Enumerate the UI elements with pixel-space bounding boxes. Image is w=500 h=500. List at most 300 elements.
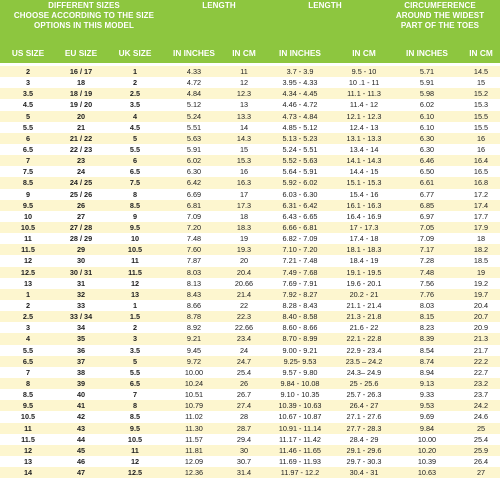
cell-range-cm: 21.6 - 22 [349,323,379,333]
cell-range-inches: 5.52 - 5.63 [282,156,318,166]
cell-uk-size: 12.5 [127,468,143,478]
cell-uk-size: 6.5 [129,378,141,388]
cell-eu-size: 44 [76,434,86,444]
cell-length-cm: 15 [239,144,249,154]
cell-us-size: 13 [23,278,33,288]
cell-uk-size: 5.5 [129,367,141,377]
cell-length-inches: 6.69 [186,189,202,199]
table-row [0,255,500,266]
cell-range-inches: 6.66 - 6.81 [282,222,318,232]
table-row [0,356,500,367]
table-row [0,389,500,400]
table-row [0,445,500,456]
cell-uk-size: 5 [132,133,138,143]
table-row [0,278,500,289]
cell-range-cm: 22.1 - 22.8 [346,334,382,344]
cell-circ-cm: 20.9 [473,323,489,333]
cell-eu-size: 37 [76,356,86,366]
cell-range-inches: 5.64 - 5.91 [282,167,318,177]
cell-length-cm: 24 [239,345,249,355]
cell-range-cm: 18.4 - 19 [349,256,379,266]
col-circ-inches: IN INCHES [406,47,448,58]
cell-eu-size: 20 [76,111,86,121]
cell-circ-inches: 6.46 [419,156,435,166]
table-row [0,322,500,333]
cell-circ-cm: 17.2 [473,189,489,199]
table-row [0,233,500,244]
cell-uk-size: 8 [132,401,138,411]
cell-eu-size: 46 [76,456,86,466]
table-row [0,189,500,200]
cell-range-inches: 9.10 - 10.35 [280,390,320,400]
cell-range-inches: 7.21 - 7.48 [282,256,318,266]
cell-circ-cm: 24.6 [473,412,489,422]
cell-range-cm: 27.1 - 27.6 [346,412,382,422]
cell-range-cm: 16.1 - 16.3 [346,200,382,210]
cell-uk-size: 9.5 [129,423,141,433]
cell-eu-size: 33 [76,300,86,310]
cell-us-size: 6.5 [22,144,34,154]
cell-eu-size: 36 [76,345,86,355]
cell-range-cm: 11.4 - 12 [349,100,379,110]
cell-uk-size: 8.5 [129,412,141,422]
cell-us-size: 11.5 [21,245,35,255]
cell-circ-inches: 5.91 [419,78,435,88]
cell-eu-size: 21 / 22 [69,133,93,143]
cell-length-inches: 7.09 [186,211,202,221]
col-circ-cm: IN CM [469,47,493,58]
cell-us-size: 10.5 [20,222,36,232]
cell-circ-inches: 9.84 [419,423,435,433]
cell-uk-size: 9.5 [129,222,141,232]
cell-length-cm: 27.4 [236,401,252,411]
cell-range-inches: 4.73 - 4.84 [282,111,318,121]
table-row [0,77,500,88]
cell-eu-size: 21 [76,122,86,132]
cell-range-inches: 7.10 - 7.20 [282,245,318,255]
cell-us-size: 13 [23,456,33,466]
cell-range-inches: 3.95 - 4.33 [282,78,318,88]
cell-us-size: 9.5 [22,200,34,210]
cell-us-size: 5.5 [22,345,34,355]
table-row [0,99,500,110]
cell-us-size: 5 [25,111,31,121]
cell-length-cm: 31.4 [236,468,252,478]
cell-length-cm: 17 [239,189,249,199]
cell-range-cm: 21.3 - 21.8 [346,312,382,322]
cell-length-inches: 7.87 [186,256,202,266]
cell-length-inches: 12.36 [184,468,204,478]
cell-uk-size: 2 [132,323,138,333]
col-eu-size: EU SIZE [64,47,98,58]
cell-range-inches: 7.69 - 7.91 [282,278,318,288]
table-row [0,267,500,278]
cell-circ-cm: 15.2 [473,89,489,99]
cell-us-size: 4.5 [22,100,34,110]
cell-range-inches: 4.46 - 4.72 [282,100,318,110]
cell-us-size: 10.5 [20,412,36,422]
cell-eu-size: 27 [76,211,86,221]
cell-range-cm: 9.5 - 10 [351,67,377,76]
cell-length-inches: 11.02 [185,412,203,422]
cell-circ-cm: 25.9 [473,445,489,455]
cell-range-cm: 12.4 - 13 [349,122,379,132]
cell-length-inches: 8.78 [186,312,202,322]
cell-range-inches: 11.46 - 11.65 [279,445,321,455]
table-row [0,200,500,211]
cell-range-inches: 4.85 - 5.12 [282,122,318,132]
cell-uk-size: 8.5 [129,200,141,210]
cell-range-inches: 5.92 - 6.02 [282,178,318,188]
table-row [0,211,500,222]
cell-circ-inches: 7.05 [419,222,435,232]
cell-circ-inches: 9.69 [419,412,435,422]
cell-us-size: 12.5 [20,267,36,277]
cell-circ-inches: 6.97 [419,211,435,221]
cell-length-cm: 13 [239,100,249,110]
cell-length-cm: 20.66 [234,278,254,288]
table-row [0,345,500,356]
group-circ-line-2: AROUND THE WIDEST [395,11,485,20]
cell-length-cm: 22 [239,300,249,310]
cell-circ-inches: 6.85 [419,200,435,210]
cell-circ-cm: 26.4 [473,456,489,466]
cell-range-cm: 29.7 - 30.3 [346,456,382,466]
cell-uk-size: 1 [132,300,138,310]
cell-range-cm: 15.4 - 16 [349,189,379,199]
cell-circ-inches: 8.39 [419,334,435,344]
cell-range-cm: 24.3– 24.9 [346,367,382,377]
cell-length-inches: 9.45 [186,345,202,355]
cell-uk-size: 1.5 [129,312,141,322]
cell-circ-inches: 10.63 [417,468,437,478]
group-circ-line-3: PART OF THE TOES [400,21,480,30]
cell-circ-cm: 21.7 [473,345,489,355]
cell-circ-cm: 25 [476,423,486,433]
cell-eu-size: 32 [76,289,86,299]
cell-circ-cm: 18 [476,234,486,244]
cell-range-cm: 28.4 - 29 [349,434,379,444]
cell-circ-inches: 6.10 [419,122,435,132]
cell-uk-size: 10 [130,234,140,244]
cell-circ-cm: 18.5 [473,256,489,266]
cell-circ-cm: 15.3 [473,100,489,110]
cell-us-size: 11.5 [21,434,35,444]
cell-length-cm: 29.4 [236,434,252,444]
table-row [0,155,500,166]
cell-circ-inches: 10.00 [417,434,437,444]
cell-length-cm: 12.3 [236,89,252,99]
column-header-row [0,42,500,63]
table-row [0,411,500,422]
cell-circ-cm: 17.9 [473,222,489,232]
cell-length-cm: 24.7 [236,356,252,366]
cell-length-cm: 26 [239,378,249,388]
cell-circ-cm: 20.4 [473,300,489,310]
cell-length-inches: 6.81 [186,200,202,210]
cell-range-cm: 25.7 - 26.3 [346,390,382,400]
cell-length-inches: 6.02 [186,156,202,166]
cell-circ-inches: 6.10 [419,111,435,121]
cell-range-cm: 21.1 - 21.4 [346,300,382,310]
cell-circ-inches: 6.30 [419,133,435,143]
cell-length-inches: 4.84 [186,89,202,99]
cell-circ-inches: 10.20 [417,445,437,455]
cell-circ-cm: 17.7 [473,211,489,221]
cell-uk-size: 3 [132,334,138,344]
cell-eu-size: 28 / 29 [69,234,93,244]
cell-length-inches: 10.24 [184,378,204,388]
table-row [0,177,500,188]
cell-range-inches: 9.00 - 9.21 [282,345,318,355]
table-row [0,289,500,300]
cell-range-cm: 26.4 - 27 [349,401,379,411]
cell-circ-inches: 6.30 [419,144,435,154]
cell-range-cm: 11.1 - 11.3 [347,89,381,99]
cell-circ-inches: 7.76 [419,289,435,299]
cell-length-inches: 9.72 [186,356,202,366]
cell-us-size: 2 [25,300,31,310]
cell-length-inches: 4.33 [186,67,202,76]
cell-circ-cm: 16.4 [473,156,489,166]
cell-length-inches: 7.48 [186,234,202,244]
cell-eu-size: 33 / 34 [69,312,93,322]
cell-circ-inches: 6.61 [419,178,435,188]
cell-circ-inches: 9.53 [419,401,435,411]
group-sizes-line-1: DIFFERENT SIZES [48,1,120,10]
cell-us-size: 6.5 [22,356,34,366]
cell-circ-inches: 5.71 [419,67,435,76]
cell-length-cm: 15.3 [236,156,252,166]
cell-us-size: 8 [25,378,31,388]
col-length-inches: IN INCHES [173,47,215,58]
cell-circ-inches: 6.50 [419,167,435,177]
cell-range-inches: 8.70 - 8.99 [282,334,318,344]
cell-circ-inches: 6.77 [419,189,435,199]
cell-eu-size: 23 [76,156,86,166]
cell-length-inches: 11.30 [185,423,203,433]
table-row [0,378,500,389]
cell-circ-cm: 23.7 [473,390,489,400]
cell-us-size: 3 [25,323,31,333]
cell-us-size: 14 [23,468,33,478]
cell-circ-cm: 15 [476,78,486,88]
cell-eu-size: 30 / 31 [69,267,93,277]
cell-length-cm: 16.3 [236,178,252,188]
cell-range-inches: 10.91 - 11.14 [278,423,322,433]
group-circumference [380,0,500,42]
cell-eu-size: 34 [76,323,86,333]
cell-length-inches: 8.66 [186,300,202,310]
cell-circ-cm: 22.7 [473,367,489,377]
cell-us-size: 7.5 [22,167,34,177]
cell-us-size: 9.5 [22,401,34,411]
cell-length-cm: 11 [240,67,248,76]
cell-range-cm: 19.6 - 20.1 [346,278,382,288]
cell-length-inches: 8.03 [186,267,202,277]
cell-circ-cm: 24.2 [473,401,489,411]
cell-us-size: 8.5 [22,390,34,400]
cell-eu-size: 18 / 19 [69,89,93,99]
cell-length-inches: 4.72 [186,78,202,88]
cell-range-cm: 16.4 - 16.9 [346,211,382,221]
cell-uk-size: 10.5 [127,434,143,444]
cell-circ-inches: 7.09 [419,234,435,244]
cell-range-inches: 5.13 - 5.23 [282,133,318,143]
cell-us-size: 11 [24,423,32,433]
cell-us-size: 2.5 [22,312,34,322]
cell-circ-cm: 15.5 [473,111,489,121]
cell-us-size: 12 [23,445,33,455]
cell-length-cm: 20.4 [236,267,252,277]
table-row [0,133,500,144]
cell-eu-size: 35 [76,334,86,344]
cell-uk-size: 4 [132,111,138,121]
cell-uk-size: 12 [130,456,140,466]
cell-length-inches: 5.24 [186,111,202,121]
cell-range-cm: 14.4 - 15 [349,167,379,177]
cell-eu-size: 38 [76,367,86,377]
cell-circ-inches: 8.94 [419,367,435,377]
cell-eu-size: 39 [76,378,86,388]
table-row [0,300,500,311]
cell-eu-size: 16 / 17 [69,67,93,76]
cell-range-cm: 27.7 - 28.3 [346,423,382,433]
cell-uk-size: 11.5 [128,267,142,277]
cell-eu-size: 47 [76,468,86,478]
cell-range-inches: 9.84 - 10.08 [280,378,320,388]
table-body [0,66,500,478]
cell-eu-size: 41 [76,401,86,411]
cell-us-size: 12 [23,256,33,266]
cell-range-inches: 3.7 - 3.9 [286,67,314,76]
cell-length-cm: 30.7 [236,456,252,466]
cell-length-cm: 26.7 [236,390,252,400]
cell-range-cm: 13.1 - 13.3 [346,133,382,143]
cell-circ-inches: 8.03 [419,300,435,310]
cell-eu-size: 29 [76,245,86,255]
group-sizes-line-3: OPTIONS IN THIS MODEL [34,21,134,30]
cell-uk-size: 3.5 [129,100,141,110]
cell-length-inches: 11.81 [185,445,203,455]
cell-circ-cm: 21.3 [473,334,489,344]
cell-uk-size: 12 [130,278,140,288]
table-row [0,423,500,434]
cell-range-cm: 20.2 - 21 [349,289,379,299]
group-length-2: LENGTH [308,1,342,10]
cell-circ-inches: 8.23 [419,323,435,333]
cell-circ-inches: 7.28 [419,256,435,266]
table-row [0,144,500,155]
table-row [0,122,500,133]
cell-eu-size: 40 [76,390,86,400]
cell-uk-size: 5.5 [129,144,141,154]
cell-circ-cm: 18.2 [473,245,489,255]
cell-circ-cm: 16.8 [473,178,489,188]
cell-length-inches: 8.13 [186,278,202,288]
cell-circ-cm: 27 [476,468,486,478]
cell-eu-size: 30 [76,256,86,266]
table-row [0,400,500,411]
cell-length-cm: 22.66 [234,323,254,333]
cell-range-cm: 13.4 - 14 [349,144,379,154]
cell-length-cm: 28 [239,412,249,422]
cell-eu-size: 18 [76,78,86,88]
cell-range-inches: 10.39 - 10.63 [278,401,322,411]
cell-length-inches: 5.51 [186,122,202,132]
cell-length-inches: 11.57 [185,434,203,444]
cell-circ-cm: 16 [476,133,486,143]
cell-range-cm: 17.4 - 18 [349,234,379,244]
cell-length-inches: 7.60 [186,245,202,255]
cell-circ-cm: 25.4 [473,434,489,444]
cell-range-cm: 10 .1 - 11 [348,78,380,88]
cell-range-inches: 6.82 - 7.09 [282,234,318,244]
cell-range-inches: 7.49 - 7.68 [282,267,318,277]
cell-length-cm: 30 [239,445,249,455]
cell-us-size: 3 [25,78,31,88]
cell-circ-cm: 20.7 [473,312,489,322]
cell-length-inches: 10.51 [184,390,204,400]
cell-us-size: 1 [25,289,31,299]
table-row [0,222,500,233]
cell-range-inches: 8.40 - 8.58 [282,312,318,322]
cell-length-cm: 23.4 [236,334,252,344]
cell-range-cm: 25 - 25.6 [349,378,379,388]
cell-uk-size: 2.5 [129,89,141,99]
cell-range-inches: 10.67 - 10.87 [278,412,322,422]
table-row [0,456,500,467]
table-row [0,244,500,255]
cell-length-inches: 5.63 [186,133,202,143]
cell-length-inches: 6.30 [186,167,202,177]
cell-circ-inches: 8.15 [419,312,435,322]
table-row [0,333,500,344]
cell-circ-inches: 9.33 [419,390,435,400]
cell-length-inches: 9.21 [186,334,202,344]
cell-eu-size: 19 / 20 [69,100,93,110]
col-us-size: US SIZE [11,47,45,58]
table-row [0,111,500,122]
table-row [0,467,500,478]
cell-us-size: 7 [25,367,31,377]
cell-eu-size: 25 / 26 [69,189,93,199]
group-header-row [0,0,500,42]
col-length-cm: IN CM [232,47,256,58]
cell-range-inches: 8.60 - 8.66 [282,323,318,333]
cell-eu-size: 31 [76,278,86,288]
cell-uk-size: 5 [132,356,138,366]
cell-eu-size: 24 / 25 [69,178,93,188]
cell-circ-cm: 16 [476,144,486,154]
table-row [0,88,500,99]
cell-length-cm: 16 [239,167,249,177]
col-range-inches: IN INCHES [279,47,321,58]
cell-uk-size: 7.5 [129,178,141,188]
cell-range-cm: 15.1 - 15.3 [346,178,382,188]
cell-length-cm: 12 [239,78,249,88]
cell-length-cm: 19.3 [236,245,252,255]
cell-length-inches: 10.79 [184,401,204,411]
cell-range-cm: 19.1 - 19.5 [346,267,382,277]
cell-range-inches: 9.25- 9.53 [283,356,317,366]
cell-uk-size: 11 [131,445,139,455]
cell-circ-cm: 19 [476,267,486,277]
cell-circ-cm: 14.5 [473,67,489,76]
cell-range-cm: 17 - 17.3 [349,222,379,232]
cell-length-cm: 25.4 [236,367,252,377]
cell-range-cm: 14.1 - 14.3 [346,156,382,166]
